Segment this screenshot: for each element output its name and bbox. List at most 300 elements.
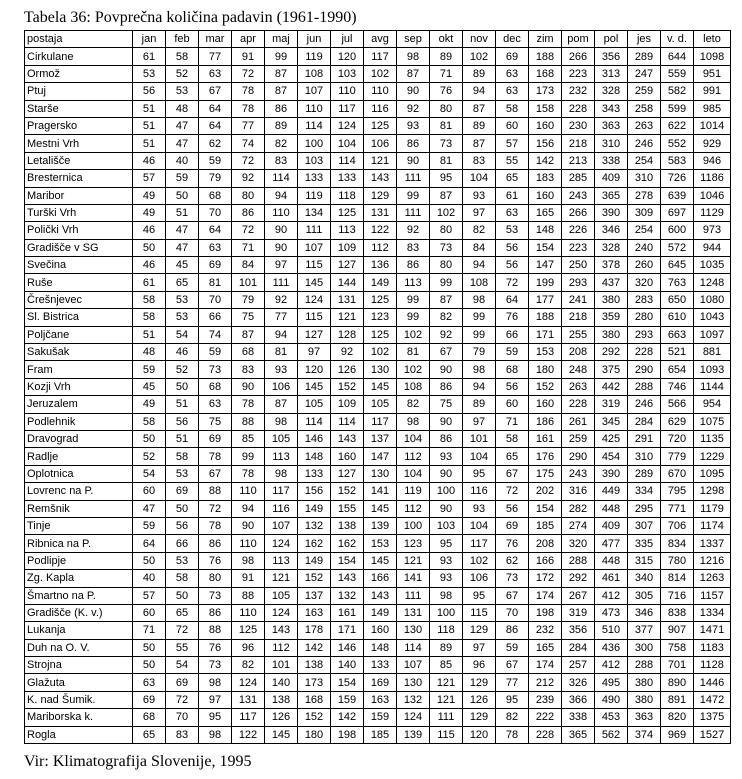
value-cell: 80: [430, 222, 463, 239]
station-name-cell: Zg. Kapla: [25, 570, 133, 587]
value-cell: 929: [694, 135, 731, 152]
value-cell: 49: [133, 204, 166, 221]
station-name-cell: Maribor: [25, 187, 133, 204]
value-cell: 746: [661, 378, 694, 395]
station-name-cell: Remšnik: [25, 500, 133, 517]
table-row: [25, 430, 731, 447]
value-cell: 62: [496, 552, 529, 569]
value-cell: 111: [298, 222, 331, 239]
value-cell: 53: [166, 309, 199, 326]
value-cell: 72: [166, 691, 199, 708]
value-cell: 90: [397, 83, 430, 100]
value-cell: 95: [430, 170, 463, 187]
value-cell: 148: [529, 222, 562, 239]
value-cell: 104: [463, 170, 496, 187]
value-cell: 145: [298, 274, 331, 291]
value-cell: 98: [430, 587, 463, 604]
value-cell: 185: [364, 726, 397, 743]
value-cell: 72: [496, 483, 529, 500]
value-cell: 228: [562, 100, 595, 117]
value-cell: 1128: [694, 657, 731, 674]
value-cell: 91: [232, 48, 265, 65]
value-cell: 72: [232, 152, 265, 169]
value-cell: 89: [463, 65, 496, 82]
value-cell: 343: [595, 100, 628, 117]
value-cell: 105: [364, 396, 397, 413]
value-cell: 246: [628, 135, 661, 152]
value-cell: 116: [364, 100, 397, 117]
value-cell: 101: [232, 274, 265, 291]
value-cell: 63: [496, 65, 529, 82]
value-cell: 99: [232, 448, 265, 465]
value-cell: 83: [265, 152, 298, 169]
value-cell: 213: [562, 152, 595, 169]
value-cell: 261: [562, 413, 595, 430]
station-name-cell: Šmartno na P.: [25, 587, 133, 604]
value-cell: 69: [496, 517, 529, 534]
value-cell: 106: [463, 570, 496, 587]
value-cell: 102: [430, 204, 463, 221]
value-cell: 105: [298, 396, 331, 413]
value-cell: 771: [661, 500, 694, 517]
value-cell: 363: [628, 709, 661, 726]
value-cell: 449: [595, 483, 628, 500]
value-cell: 295: [628, 500, 661, 517]
value-cell: 63: [199, 396, 232, 413]
value-cell: 100: [397, 517, 430, 534]
value-cell: 117: [463, 535, 496, 552]
table-row: [25, 344, 731, 361]
value-cell: 149: [298, 500, 331, 517]
value-cell: 226: [562, 222, 595, 239]
table-row: [25, 239, 731, 256]
value-cell: 102: [463, 552, 496, 569]
value-cell: 87: [265, 83, 298, 100]
value-cell: 90: [430, 500, 463, 517]
station-name-cell: Tinje: [25, 517, 133, 534]
table-row: [25, 100, 731, 117]
value-cell: 149: [298, 552, 331, 569]
value-cell: 153: [529, 344, 562, 361]
value-cell: 409: [595, 517, 628, 534]
value-cell: 93: [430, 570, 463, 587]
value-cell: 162: [331, 535, 364, 552]
value-cell: 73: [496, 570, 529, 587]
value-cell: 97: [463, 204, 496, 221]
value-cell: 1183: [694, 639, 731, 656]
value-cell: 346: [628, 604, 661, 621]
value-cell: 54: [166, 326, 199, 343]
value-cell: 80: [232, 187, 265, 204]
value-cell: 169: [364, 674, 397, 691]
value-cell: 374: [628, 726, 661, 743]
station-name-cell: Svečina: [25, 257, 133, 274]
value-cell: 52: [166, 361, 199, 378]
value-cell: 98: [265, 465, 298, 482]
value-cell: 102: [364, 65, 397, 82]
value-cell: 1179: [694, 500, 731, 517]
table-row: [25, 170, 731, 187]
value-cell: 102: [397, 361, 430, 378]
station-name-cell: Ribnica na P.: [25, 535, 133, 552]
value-cell: 69: [496, 48, 529, 65]
value-cell: 45: [166, 257, 199, 274]
value-cell: 118: [331, 187, 364, 204]
value-cell: 425: [595, 430, 628, 447]
value-cell: 93: [430, 552, 463, 569]
value-cell: 48: [166, 100, 199, 117]
value-cell: 307: [628, 517, 661, 534]
value-cell: 610: [661, 309, 694, 326]
value-cell: 98: [463, 291, 496, 308]
value-cell: 99: [397, 309, 430, 326]
value-cell: 991: [694, 83, 731, 100]
value-cell: 84: [463, 239, 496, 256]
value-cell: 315: [628, 552, 661, 569]
value-cell: 255: [562, 326, 595, 343]
value-cell: 50: [133, 239, 166, 256]
value-cell: 365: [595, 187, 628, 204]
value-cell: 1135: [694, 430, 731, 447]
value-cell: 100: [430, 604, 463, 621]
value-cell: 111: [430, 709, 463, 726]
value-cell: 152: [331, 378, 364, 395]
value-cell: 63: [496, 204, 529, 221]
value-cell: 75: [430, 396, 463, 413]
column-header: postaja: [25, 31, 133, 48]
column-header: feb: [166, 31, 199, 48]
value-cell: 154: [529, 239, 562, 256]
value-cell: 291: [628, 430, 661, 447]
value-cell: 47: [166, 117, 199, 134]
value-cell: 67: [496, 657, 529, 674]
value-cell: 87: [397, 65, 430, 82]
value-cell: 758: [661, 639, 694, 656]
value-cell: 263: [628, 117, 661, 134]
value-cell: 93: [265, 361, 298, 378]
column-header: jul: [331, 31, 364, 48]
value-cell: 88: [232, 587, 265, 604]
value-cell: 121: [430, 691, 463, 708]
value-cell: 65: [496, 448, 529, 465]
value-cell: 160: [364, 622, 397, 639]
value-cell: 59: [496, 639, 529, 656]
value-cell: 258: [628, 100, 661, 117]
value-cell: 93: [463, 187, 496, 204]
value-cell: 70: [496, 604, 529, 621]
value-cell: 94: [463, 378, 496, 395]
value-cell: 146: [331, 639, 364, 656]
value-cell: 53: [166, 552, 199, 569]
value-cell: 90: [232, 378, 265, 395]
value-cell: 292: [595, 344, 628, 361]
value-cell: 87: [232, 326, 265, 343]
value-cell: 146: [298, 430, 331, 447]
value-cell: 1157: [694, 587, 731, 604]
value-cell: 390: [595, 204, 628, 221]
value-cell: 106: [364, 135, 397, 152]
value-cell: 198: [331, 726, 364, 743]
value-cell: 1263: [694, 570, 731, 587]
value-cell: 63: [496, 83, 529, 100]
value-cell: 239: [529, 691, 562, 708]
value-cell: 68: [232, 344, 265, 361]
value-cell: 81: [397, 344, 430, 361]
value-cell: 107: [397, 657, 430, 674]
value-cell: 110: [232, 604, 265, 621]
value-cell: 168: [529, 65, 562, 82]
value-cell: 230: [562, 117, 595, 134]
value-cell: 98: [199, 726, 232, 743]
value-cell: 110: [265, 204, 298, 221]
station-name-cell: Podlipje: [25, 552, 133, 569]
value-cell: 51: [166, 204, 199, 221]
value-cell: 64: [496, 291, 529, 308]
value-cell: 171: [331, 622, 364, 639]
value-cell: 54: [166, 657, 199, 674]
value-cell: 250: [562, 257, 595, 274]
value-cell: 143: [265, 622, 298, 639]
value-cell: 103: [298, 152, 331, 169]
station-name-cell: Jeruzalem: [25, 396, 133, 413]
table-row: [25, 413, 731, 430]
value-cell: 243: [562, 187, 595, 204]
value-cell: 228: [562, 396, 595, 413]
value-cell: 110: [331, 83, 364, 100]
value-cell: 45: [133, 378, 166, 395]
value-cell: 334: [628, 483, 661, 500]
value-cell: 88: [199, 483, 232, 500]
value-cell: 103: [430, 517, 463, 534]
value-cell: 104: [463, 517, 496, 534]
value-cell: 99: [397, 291, 430, 308]
value-cell: 69: [199, 430, 232, 447]
table-source: Vir: Klimatografija Slovenije, 1995: [24, 753, 252, 770]
value-cell: 121: [331, 309, 364, 326]
value-cell: 60: [133, 483, 166, 500]
value-cell: 57: [496, 135, 529, 152]
value-cell: 293: [628, 326, 661, 343]
value-cell: 160: [529, 187, 562, 204]
value-cell: 60: [496, 396, 529, 413]
value-cell: 650: [661, 291, 694, 308]
value-cell: 102: [463, 48, 496, 65]
value-cell: 59: [133, 517, 166, 534]
value-cell: 670: [661, 465, 694, 482]
station-name-cell: Letališče: [25, 152, 133, 169]
value-cell: 55: [166, 639, 199, 656]
value-cell: 58: [166, 570, 199, 587]
station-name-cell: Oplotnica: [25, 465, 133, 482]
value-cell: 83: [397, 239, 430, 256]
value-cell: 1472: [694, 691, 731, 708]
value-cell: 50: [133, 552, 166, 569]
value-cell: 141: [364, 483, 397, 500]
value-cell: 222: [529, 709, 562, 726]
value-cell: 320: [562, 535, 595, 552]
value-cell: 104: [397, 465, 430, 482]
value-cell: 93: [430, 448, 463, 465]
value-cell: 881: [694, 344, 731, 361]
table-row: [25, 709, 731, 726]
value-cell: 109: [331, 239, 364, 256]
value-cell: 113: [397, 274, 430, 291]
value-cell: 70: [166, 709, 199, 726]
table-row: [25, 309, 731, 326]
value-cell: 1144: [694, 378, 731, 395]
value-cell: 56: [166, 517, 199, 534]
value-cell: 186: [529, 413, 562, 430]
value-cell: 98: [397, 48, 430, 65]
value-cell: 83: [166, 726, 199, 743]
column-header: v. d.: [661, 31, 694, 48]
value-cell: 1098: [694, 48, 731, 65]
value-cell: 260: [628, 257, 661, 274]
table-header-row: [25, 31, 731, 48]
table-row: [25, 726, 731, 743]
value-cell: 63: [199, 239, 232, 256]
value-cell: 78: [232, 396, 265, 413]
value-cell: 132: [397, 691, 430, 708]
value-cell: 61: [133, 274, 166, 291]
value-cell: 91: [232, 570, 265, 587]
value-cell: 87: [463, 135, 496, 152]
value-cell: 78: [232, 83, 265, 100]
value-cell: 58: [133, 291, 166, 308]
column-header: maj: [265, 31, 298, 48]
value-cell: 124: [232, 674, 265, 691]
value-cell: 56: [496, 257, 529, 274]
column-header: okt: [430, 31, 463, 48]
value-cell: 121: [364, 152, 397, 169]
value-cell: 129: [364, 187, 397, 204]
value-cell: 89: [463, 396, 496, 413]
value-cell: 76: [496, 535, 529, 552]
value-cell: 110: [232, 483, 265, 500]
value-cell: 969: [661, 726, 694, 743]
value-cell: 67: [430, 344, 463, 361]
value-cell: 218: [562, 135, 595, 152]
value-cell: 78: [199, 517, 232, 534]
value-cell: 124: [298, 291, 331, 308]
value-cell: 390: [595, 465, 628, 482]
value-cell: 78: [496, 726, 529, 743]
value-cell: 109: [331, 396, 364, 413]
value-cell: 129: [463, 674, 496, 691]
value-cell: 639: [661, 187, 694, 204]
value-cell: 160: [529, 396, 562, 413]
value-cell: 663: [661, 326, 694, 343]
value-cell: 110: [232, 535, 265, 552]
value-cell: 107: [298, 239, 331, 256]
value-cell: 76: [199, 552, 232, 569]
value-cell: 165: [529, 639, 562, 656]
value-cell: 309: [628, 204, 661, 221]
station-name-cell: Gradišče v SG: [25, 239, 133, 256]
value-cell: 907: [661, 622, 694, 639]
value-cell: 89: [430, 639, 463, 656]
value-cell: 600: [661, 222, 694, 239]
value-cell: 172: [529, 570, 562, 587]
value-cell: 143: [364, 170, 397, 187]
table-row: [25, 465, 731, 482]
value-cell: 365: [562, 726, 595, 743]
value-cell: 654: [661, 361, 694, 378]
value-cell: 313: [595, 65, 628, 82]
value-cell: 173: [529, 83, 562, 100]
value-cell: 83: [232, 361, 265, 378]
value-cell: 79: [199, 170, 232, 187]
value-cell: 114: [397, 639, 430, 656]
value-cell: 117: [265, 483, 298, 500]
value-cell: 72: [232, 65, 265, 82]
value-cell: 81: [199, 274, 232, 291]
value-cell: 76: [199, 639, 232, 656]
station-name-cell: Mariborska k.: [25, 709, 133, 726]
table-row: [25, 257, 731, 274]
table-row: [25, 378, 731, 395]
value-cell: 248: [562, 361, 595, 378]
value-cell: 199: [529, 274, 562, 291]
value-cell: 105: [265, 430, 298, 447]
value-cell: 87: [430, 291, 463, 308]
station-name-cell: Črešnjevec: [25, 291, 133, 308]
station-name-cell: Cirkulane: [25, 48, 133, 65]
table-row: [25, 570, 731, 587]
value-cell: 274: [562, 517, 595, 534]
value-cell: 51: [166, 430, 199, 447]
value-cell: 140: [331, 657, 364, 674]
value-cell: 133: [298, 465, 331, 482]
value-cell: 178: [298, 622, 331, 639]
value-cell: 57: [133, 587, 166, 604]
value-cell: 125: [232, 622, 265, 639]
value-cell: 53: [133, 65, 166, 82]
value-cell: 104: [331, 135, 364, 152]
value-cell: 50: [133, 639, 166, 656]
value-cell: 56: [133, 83, 166, 100]
value-cell: 97: [463, 413, 496, 430]
value-cell: 145: [265, 726, 298, 743]
value-cell: 66: [496, 326, 529, 343]
value-cell: 58: [166, 448, 199, 465]
value-cell: 49: [133, 187, 166, 204]
value-cell: 153: [364, 535, 397, 552]
value-cell: 1046: [694, 187, 731, 204]
value-cell: 319: [562, 604, 595, 621]
value-cell: 112: [397, 500, 430, 517]
value-cell: 377: [628, 622, 661, 639]
value-cell: 115: [298, 257, 331, 274]
value-cell: 94: [265, 187, 298, 204]
value-cell: 380: [628, 674, 661, 691]
value-cell: 113: [265, 448, 298, 465]
value-cell: 131: [232, 691, 265, 708]
value-cell: 51: [133, 100, 166, 117]
value-cell: 53: [166, 465, 199, 482]
value-cell: 180: [529, 361, 562, 378]
value-cell: 82: [430, 309, 463, 326]
value-cell: 115: [430, 726, 463, 743]
value-cell: 100: [430, 483, 463, 500]
value-cell: 46: [133, 152, 166, 169]
value-cell: 90: [265, 222, 298, 239]
value-cell: 185: [529, 517, 562, 534]
table-row: [25, 361, 731, 378]
value-cell: 113: [331, 222, 364, 239]
column-header: leto: [694, 31, 731, 48]
column-header: sep: [397, 31, 430, 48]
